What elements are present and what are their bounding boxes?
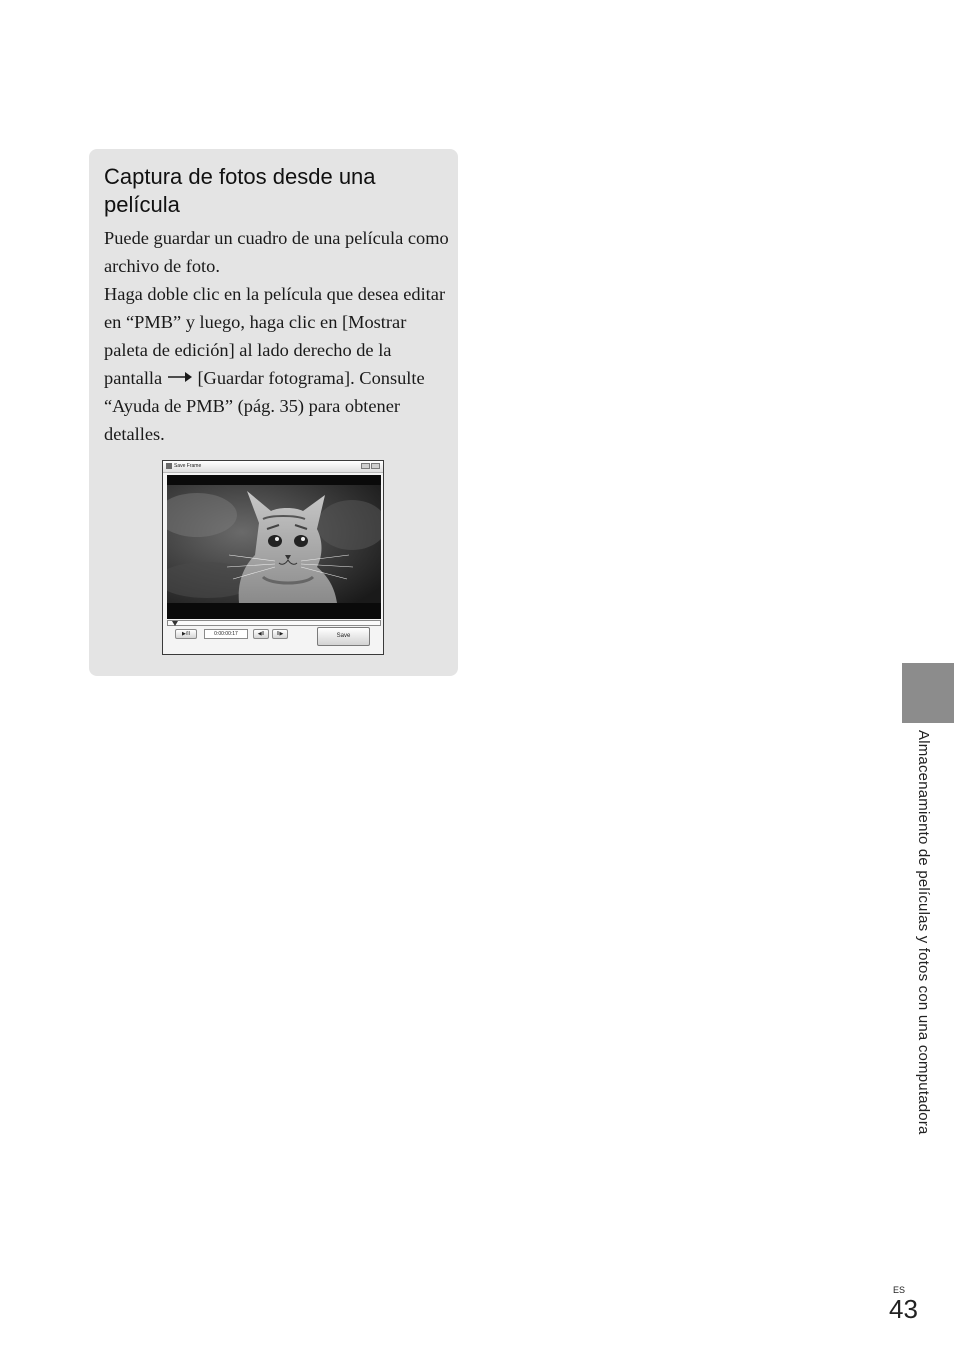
language-code: ES (893, 1285, 906, 1295)
minimize-icon[interactable] (361, 463, 370, 469)
window-title: Save Frame (174, 463, 202, 469)
close-icon[interactable] (371, 463, 380, 469)
section-title: Captura de fotos desde una película (104, 164, 376, 217)
chapter-tab (902, 663, 954, 723)
save-button[interactable]: Save (317, 627, 370, 646)
window-controls (361, 463, 380, 469)
tip-panel (89, 149, 458, 676)
page-number: 43 (889, 1294, 918, 1324)
steps-text: Haga doble clic en la película que desea editar en “PMB” y luego, haga clic en [Mostrar paleta de edición] al lado derecho de la pantalla (104, 284, 446, 388)
paragraph-intro: Puede guardar un cuadro de una película como archivo de foto. (104, 228, 449, 276)
section-body (104, 224, 449, 448)
app-icon (166, 463, 172, 469)
timecode-field[interactable]: 0:00:00:17 (204, 629, 248, 639)
steps-text-continued: [Guardar fotograma]. Consulte “Ayuda de PMB” (pág. 35) para obtener detalles. (104, 368, 425, 444)
previous-frame-button[interactable]: ◀II (253, 629, 269, 639)
right-arrow-icon (167, 371, 193, 383)
cat-photo (167, 485, 381, 603)
video-preview (167, 475, 381, 619)
paragraph-steps (104, 280, 449, 448)
chapter-label: Almacenamiento de películas y fotos con una computadora (915, 730, 932, 1135)
window-titlebar (163, 461, 383, 473)
next-frame-button[interactable]: II▶ (272, 629, 288, 639)
control-strip (167, 626, 381, 652)
save-frame-window (162, 460, 384, 655)
play-pause-button[interactable]: ▶/II (175, 629, 197, 639)
